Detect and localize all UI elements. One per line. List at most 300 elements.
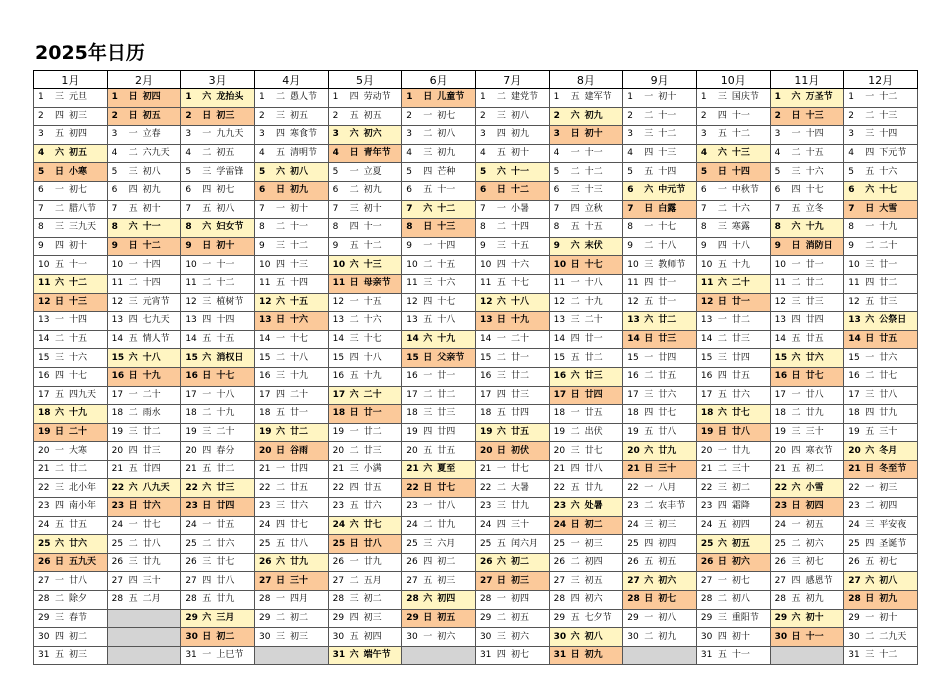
lunar-date: 初三	[69, 110, 88, 121]
lunar-date: 初四	[584, 557, 603, 568]
weekday: 二	[275, 352, 285, 363]
weekday: 五	[570, 352, 580, 363]
weekday: 一	[865, 482, 875, 493]
weekday: 二	[54, 464, 64, 475]
lunar-date: 廿九	[142, 557, 161, 568]
lunar-date: 初九	[510, 129, 529, 140]
day-cell	[696, 163, 770, 182]
lunar-date: 白露	[658, 203, 677, 214]
weekday: 六	[791, 482, 801, 493]
day-number: 1	[332, 92, 339, 103]
lunar-date: 廿二	[731, 315, 750, 326]
lunar-date: 十二	[510, 185, 529, 196]
weekday: 六	[717, 148, 727, 159]
weekday: 三	[275, 501, 285, 512]
day-number: 21	[848, 464, 861, 475]
empty-cell	[254, 646, 328, 665]
day-number: 10	[185, 259, 197, 270]
day-number: 14	[332, 334, 345, 345]
day-cell	[696, 200, 770, 219]
weekday: 三	[275, 241, 285, 252]
weekday: 日	[349, 538, 359, 549]
weekday: 五	[349, 631, 359, 642]
day-cell	[549, 628, 623, 647]
day-number: 29	[774, 612, 788, 623]
day-cell	[34, 107, 108, 126]
lunar-date: 十八	[437, 315, 456, 326]
day-cell	[844, 144, 918, 163]
day-cell	[696, 553, 770, 572]
weekday: 二	[791, 538, 801, 549]
lunar-date: 十七	[437, 296, 456, 307]
weekday: 一	[54, 315, 64, 326]
day-cell	[549, 89, 623, 108]
day-cell	[107, 349, 181, 368]
day-number: 29	[848, 612, 860, 623]
day-number: 29	[258, 612, 271, 623]
day-number: 18	[553, 408, 566, 419]
day-cell	[254, 293, 328, 312]
lunar-date: 十一	[731, 650, 750, 661]
lunar-date: 初二	[69, 631, 88, 642]
weekday: 日	[496, 185, 506, 196]
lunar-date: 初八	[731, 594, 750, 605]
day-cell	[475, 274, 549, 293]
day-number: 7	[479, 203, 486, 214]
calendar-row	[34, 423, 918, 442]
day-cell	[475, 126, 549, 145]
day-cell	[402, 535, 476, 554]
day-cell	[475, 89, 549, 108]
lunar-date: 十六	[69, 352, 88, 363]
day-cell	[328, 535, 402, 554]
lunar-date: 三九天	[69, 222, 97, 233]
lunar-date: 十五	[216, 334, 235, 345]
lunar-date: 廿二	[658, 315, 677, 326]
day-cell	[181, 256, 255, 275]
day-number: 17	[38, 389, 50, 400]
weekday: 一	[54, 185, 64, 196]
day-cell	[107, 442, 181, 461]
day-number: 11	[38, 278, 51, 289]
day-cell	[402, 628, 476, 647]
day-number: 30	[553, 631, 567, 642]
day-number: 22	[406, 482, 419, 493]
day-number: 9	[700, 241, 707, 252]
weekday: 四	[128, 445, 138, 456]
lunar-date: 廿三	[805, 296, 824, 307]
lunar-date: 出伏	[584, 426, 603, 437]
weekday: 日	[496, 575, 506, 586]
weekday: 二	[54, 334, 64, 345]
weekday: 四	[865, 148, 875, 159]
day-number: 20	[111, 445, 124, 456]
weekday: 六	[570, 110, 580, 121]
day-cell	[107, 107, 181, 126]
lunar-date: 消防日	[805, 241, 833, 252]
lunar-date: 寒食节	[289, 129, 317, 140]
day-cell	[254, 274, 328, 293]
lunar-date: 十二	[879, 650, 898, 661]
day-cell	[844, 591, 918, 610]
weekday: 五	[644, 557, 654, 568]
weekday: 五	[496, 278, 506, 289]
day-number: 6	[848, 185, 855, 196]
day-number: 23	[479, 501, 492, 512]
weekday: 二	[423, 259, 433, 270]
weekday: 日	[496, 315, 506, 326]
day-number: 25	[185, 538, 197, 549]
lunar-date: 廿四	[289, 464, 308, 475]
day-cell	[181, 460, 255, 479]
weekday: 日	[865, 594, 875, 605]
weekday: 一	[570, 278, 580, 289]
day-number: 14	[553, 334, 566, 345]
day-cell	[107, 330, 181, 349]
day-cell	[328, 609, 402, 628]
lunar-date: 十八	[584, 278, 603, 289]
day-number: 9	[258, 241, 265, 252]
day-cell	[107, 367, 181, 386]
lunar-date: 廿九	[658, 445, 677, 456]
lunar-date: 初四	[731, 519, 750, 530]
day-cell	[181, 349, 255, 368]
lunar-date: 霜降	[731, 501, 750, 512]
lunar-date: 廿五	[289, 482, 308, 493]
lunar-date: 廿九	[879, 408, 898, 419]
day-number: 6	[258, 185, 266, 196]
day-cell	[34, 553, 108, 572]
weekday: 四	[54, 501, 64, 512]
lunar-date: 初五	[216, 148, 235, 159]
lunar-date: 清明节	[289, 148, 317, 159]
day-number: 30	[332, 631, 345, 642]
day-number: 27	[479, 575, 493, 586]
day-number: 26	[38, 557, 51, 568]
day-number: 24	[258, 519, 271, 530]
lunar-date: 二月	[142, 594, 161, 605]
weekday: 三	[349, 594, 359, 605]
day-number: 4	[332, 148, 339, 159]
lunar-date: 廿二	[216, 464, 235, 475]
lunar-date: 初十	[879, 612, 898, 623]
lunar-date: 廿八	[584, 464, 603, 475]
day-number: 16	[627, 371, 639, 382]
day-number: 2	[258, 110, 265, 121]
day-cell	[696, 237, 770, 256]
lunar-date: 十三	[879, 110, 898, 121]
lunar-date: 廿四	[437, 426, 456, 437]
lunar-date: 廿八	[731, 426, 750, 437]
lunar-date: 腊八节	[69, 203, 97, 214]
calendar-row	[34, 628, 918, 647]
weekday: 三	[865, 650, 875, 661]
lunar-date: 初二	[289, 612, 308, 623]
lunar-date: 廿九	[363, 557, 382, 568]
weekday: 一	[496, 464, 506, 475]
day-number: 10	[111, 259, 124, 270]
day-number: 3	[258, 129, 265, 140]
day-cell	[844, 460, 918, 479]
weekday: 四	[717, 501, 727, 512]
lunar-date: 上巳节	[216, 650, 244, 661]
weekday: 三	[275, 631, 285, 642]
weekday: 三	[349, 464, 359, 475]
month-header: 11月	[770, 71, 844, 89]
day-number: 18	[332, 408, 346, 419]
weekday: 二	[717, 203, 727, 214]
weekday: 四	[349, 612, 359, 623]
day-number: 5	[332, 166, 339, 177]
lunar-date: 十三	[805, 110, 824, 121]
weekday: 六	[275, 166, 285, 177]
lunar-date: 初三	[289, 631, 308, 642]
weekday: 三	[202, 296, 212, 307]
lunar-date: 初九	[142, 185, 161, 196]
day-cell	[402, 181, 476, 200]
lunar-date: 十四	[142, 278, 161, 289]
weekday: 一	[717, 445, 727, 456]
day-cell	[34, 274, 108, 293]
lunar-date: 二十	[731, 278, 750, 289]
weekday: 日	[423, 352, 433, 363]
day-cell	[402, 553, 476, 572]
day-cell	[107, 498, 181, 517]
day-cell	[770, 367, 844, 386]
day-number: 28	[774, 594, 787, 605]
lunar-date: 初四	[510, 594, 529, 605]
day-cell	[475, 553, 549, 572]
day-number: 17	[700, 389, 713, 400]
day-cell	[34, 330, 108, 349]
day-cell	[328, 349, 402, 368]
day-number: 18	[38, 408, 51, 419]
day-number: 7	[332, 203, 339, 214]
day-number: 5	[848, 166, 854, 177]
day-number: 16	[700, 371, 713, 382]
day-cell	[34, 535, 108, 554]
lunar-date: 元旦	[69, 92, 88, 103]
day-cell	[328, 591, 402, 610]
weekday: 日	[644, 203, 654, 214]
day-cell	[328, 460, 402, 479]
lunar-date: 春节	[69, 612, 88, 623]
day-number: 27	[258, 575, 272, 586]
day-number: 3	[111, 129, 118, 140]
lunar-date: 廿二	[805, 278, 824, 289]
day-number: 9	[848, 241, 854, 252]
weekday: 三	[275, 110, 285, 121]
day-cell	[770, 442, 844, 461]
day-cell	[623, 609, 697, 628]
day-number: 3	[700, 129, 707, 140]
day-number: 18	[627, 408, 639, 419]
day-number: 24	[185, 519, 197, 530]
day-number: 21	[774, 464, 787, 475]
day-cell	[623, 163, 697, 182]
lunar-date: 初十	[805, 612, 824, 623]
weekday: 日	[349, 408, 359, 419]
day-cell	[696, 126, 770, 145]
weekday: 日	[791, 241, 801, 252]
weekday: 二	[570, 426, 580, 437]
calendar-row	[34, 535, 918, 554]
day-cell	[34, 442, 108, 461]
weekday: 五	[865, 296, 875, 307]
day-cell	[696, 535, 770, 554]
weekday: 二	[202, 278, 212, 289]
day-cell	[328, 516, 402, 535]
day-cell	[34, 163, 108, 182]
day-cell	[34, 609, 108, 628]
day-cell	[623, 367, 697, 386]
day-number: 10	[774, 259, 787, 270]
lunar-date: 十八	[658, 241, 677, 252]
lunar-date: 初八	[510, 110, 529, 121]
day-number: 6	[185, 185, 192, 196]
day-cell	[623, 553, 697, 572]
weekday: 六	[202, 92, 212, 103]
day-number: 6	[700, 185, 707, 196]
weekday: 一	[717, 185, 727, 196]
day-cell	[181, 219, 255, 238]
day-number: 5	[258, 166, 266, 177]
day-cell	[696, 181, 770, 200]
day-number: 28	[38, 594, 50, 605]
day-cell	[770, 498, 844, 517]
lunar-date: 十四	[216, 315, 235, 326]
calendar-row	[34, 237, 918, 256]
calendar-row	[34, 405, 918, 424]
day-cell	[328, 293, 402, 312]
lunar-date: 初九	[584, 110, 603, 121]
day-number: 13	[111, 315, 124, 326]
lunar-date: 廿四	[731, 352, 750, 363]
lunar-date: 十五	[805, 148, 824, 159]
day-number: 14	[700, 334, 713, 345]
lunar-date: 廿二	[142, 426, 161, 437]
day-cell	[328, 89, 402, 108]
day-number: 25	[479, 538, 492, 549]
weekday: 五	[791, 203, 801, 214]
day-cell	[402, 498, 476, 517]
day-number: 11	[479, 278, 492, 289]
day-number: 16	[479, 371, 492, 382]
day-cell	[181, 498, 255, 517]
day-cell	[696, 107, 770, 126]
weekday: 日	[423, 92, 433, 103]
calendar-row	[34, 516, 918, 535]
calendar-row	[34, 144, 918, 163]
weekday: 四	[570, 594, 580, 605]
weekday: 五	[275, 538, 285, 549]
weekday: 四	[644, 408, 654, 419]
day-number: 28	[479, 594, 492, 605]
lunar-date: 处暑	[584, 501, 603, 512]
day-number: 1	[258, 92, 265, 103]
lunar-date: 十六	[879, 166, 898, 177]
weekday: 二	[791, 278, 801, 289]
calendar-table	[33, 70, 918, 665]
page-title: 2025年日历	[35, 42, 145, 64]
weekday: 六	[423, 594, 433, 605]
weekday: 日	[128, 92, 138, 103]
weekday: 四	[570, 203, 580, 214]
day-number: 16	[332, 371, 345, 382]
weekday: 五	[423, 315, 433, 326]
weekday: 二	[54, 594, 64, 605]
weekday: 日	[275, 185, 285, 196]
calendar-row	[34, 293, 918, 312]
day-number: 30	[38, 631, 50, 642]
day-number: 9	[111, 241, 118, 252]
day-cell	[549, 367, 623, 386]
day-cell	[770, 423, 844, 442]
calendar-row	[34, 107, 918, 126]
weekday: 二	[128, 408, 138, 419]
weekday: 三	[128, 166, 138, 177]
lunar-date: 十一	[731, 110, 750, 121]
day-number: 26	[479, 557, 493, 568]
calendar-row	[34, 479, 918, 498]
day-cell	[696, 256, 770, 275]
lunar-date: 八九天	[142, 482, 170, 493]
day-number: 21	[479, 464, 492, 475]
weekday: 五	[496, 148, 506, 159]
weekday: 四	[202, 575, 212, 586]
weekday: 四	[54, 371, 64, 382]
weekday: 五	[54, 389, 64, 400]
day-number: 9	[479, 241, 486, 252]
day-number: 25	[332, 538, 346, 549]
lunar-date: 廿五	[510, 426, 529, 437]
day-number: 24	[111, 519, 124, 530]
day-number: 12	[38, 296, 51, 307]
weekday: 二	[275, 92, 285, 103]
day-cell	[181, 646, 255, 665]
weekday: 五	[202, 594, 212, 605]
day-number: 19	[774, 426, 787, 437]
lunar-date: 初八	[216, 203, 235, 214]
weekday: 二	[496, 352, 506, 363]
weekday: 二	[128, 538, 138, 549]
day-number: 12	[479, 296, 493, 307]
weekday: 日	[54, 557, 64, 568]
weekday: 二	[496, 222, 506, 233]
lunar-date: 廿五	[216, 519, 235, 530]
day-number: 4	[700, 148, 708, 159]
lunar-date: 初五	[69, 148, 88, 159]
day-number: 13	[848, 315, 861, 326]
day-cell	[844, 200, 918, 219]
weekday: 二	[644, 371, 654, 382]
day-number: 8	[700, 222, 707, 233]
day-number: 29	[185, 612, 198, 623]
day-number: 27	[38, 575, 50, 586]
day-cell	[328, 256, 402, 275]
day-number: 30	[406, 631, 418, 642]
day-cell	[696, 442, 770, 461]
day-cell	[549, 460, 623, 479]
day-cell	[402, 479, 476, 498]
day-cell	[107, 181, 181, 200]
lunar-date: 廿八	[142, 538, 161, 549]
day-number: 11	[774, 278, 787, 289]
day-number: 16	[406, 371, 418, 382]
weekday: 六	[202, 222, 212, 233]
lunar-date: 十六	[437, 278, 456, 289]
day-cell	[328, 219, 402, 238]
